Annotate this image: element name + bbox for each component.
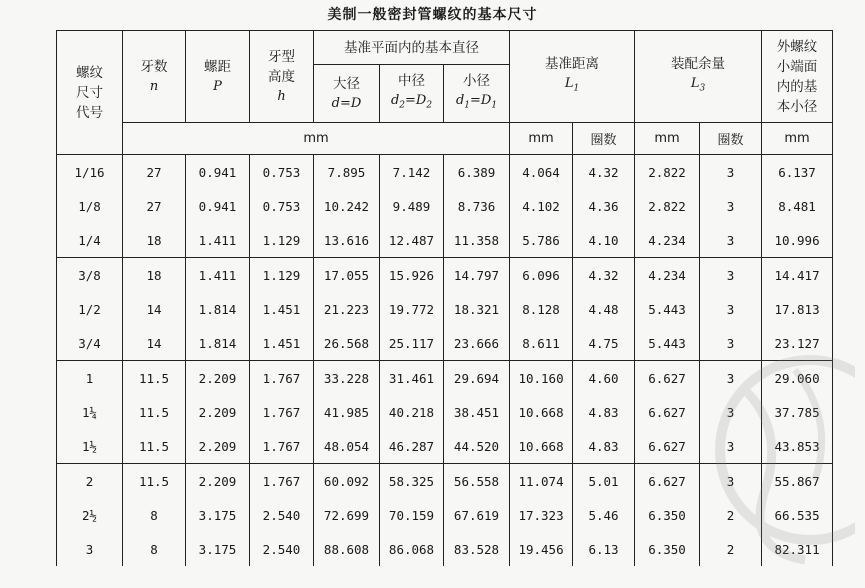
- cell-tpi: 14: [123, 292, 186, 326]
- cell-tpi: 27: [123, 155, 186, 190]
- header-pitch-symbol: P: [213, 78, 222, 94]
- cell-thread-height: 1.451: [250, 292, 314, 326]
- cell-ext-minor-dia: 43.853: [762, 429, 833, 464]
- cell-minor-dia: 56.558: [444, 464, 510, 499]
- header-pitch-dia: [380, 65, 444, 123]
- cell-tpi: 11.5: [123, 361, 186, 396]
- cell-thread-height: 0.753: [250, 155, 314, 190]
- cell-gauge-length-mm: 4.102: [510, 189, 573, 223]
- cell-ext-minor-dia: 82.311: [762, 532, 833, 566]
- table-row: [57, 155, 833, 190]
- cell-tpi: 18: [123, 258, 186, 293]
- cell-minor-dia: 14.797: [444, 258, 510, 293]
- cell-thread-code: 1/2: [57, 292, 123, 326]
- cell-makeup-mm: 2.822: [635, 155, 700, 190]
- cell-pitch: 2.209: [186, 429, 250, 464]
- cell-major-dia: 7.895: [314, 155, 380, 190]
- cell-ext-minor-dia: 37.785: [762, 395, 833, 429]
- header-pitch-dia-label: 中径: [398, 73, 425, 90]
- cell-minor-dia: 29.694: [444, 361, 510, 396]
- header-makeup-symbol: $L_3$: [690, 76, 706, 94]
- cell-thread-height: 1.767: [250, 429, 314, 464]
- cell-makeup-turns: 3: [700, 429, 762, 464]
- header-major-symbol: d=D: [331, 95, 362, 111]
- cell-pitch-dia: 12.487: [380, 223, 444, 258]
- cell-thread-code: 1½: [57, 429, 123, 464]
- cell-minor-dia: 23.666: [444, 326, 510, 361]
- header-ext-minor-line1: 外螺纹: [776, 38, 818, 55]
- cell-minor-dia: 83.528: [444, 532, 510, 566]
- cell-gauge-length-turns: 4.83: [573, 429, 635, 464]
- header-ext-minor-line2: 小端面: [776, 58, 818, 75]
- cell-ext-minor-dia: 55.867: [762, 464, 833, 499]
- header-thread-code-line2: 尺寸: [76, 84, 103, 101]
- cell-makeup-turns: 2: [700, 498, 762, 532]
- cell-major-dia: 60.092: [314, 464, 380, 499]
- cell-pitch-dia: 40.218: [380, 395, 444, 429]
- header-thread-code: [57, 31, 123, 155]
- header-makeup: [635, 31, 762, 123]
- cell-pitch-dia: 46.287: [380, 429, 444, 464]
- cell-major-dia: 10.242: [314, 189, 380, 223]
- cell-pitch: 1.411: [186, 223, 250, 258]
- cell-tpi: 11.5: [123, 464, 186, 499]
- cell-pitch-dia: 86.068: [380, 532, 444, 566]
- cell-thread-code: 3/4: [57, 326, 123, 361]
- cell-pitch-dia: 70.159: [380, 498, 444, 532]
- cell-gauge-length-turns: 4.32: [573, 155, 635, 190]
- cell-major-dia: 26.568: [314, 326, 380, 361]
- cell-tpi: 11.5: [123, 429, 186, 464]
- cell-tpi: 18: [123, 223, 186, 258]
- cell-thread-code: 1/16: [57, 155, 123, 190]
- cell-makeup-mm: 5.443: [635, 326, 700, 361]
- header-ext-minor: [762, 31, 833, 123]
- header-thread-code-line1: 螺纹: [76, 64, 103, 81]
- cell-gauge-length-mm: 10.160: [510, 361, 573, 396]
- header-tpi: [123, 31, 186, 123]
- cell-tpi: 8: [123, 532, 186, 566]
- cell-thread-height: 1.767: [250, 395, 314, 429]
- cell-ext-minor-dia: 17.813: [762, 292, 833, 326]
- cell-major-dia: 13.616: [314, 223, 380, 258]
- page-title: 美制一般密封管螺纹的基本尺寸: [327, 7, 538, 23]
- header-tpi-symbol: n: [149, 78, 159, 94]
- cell-pitch: 0.941: [186, 155, 250, 190]
- cell-major-dia: 48.054: [314, 429, 380, 464]
- cell-makeup-mm: 6.627: [635, 464, 700, 499]
- cell-gauge-length-turns: 4.48: [573, 292, 635, 326]
- table-row: [57, 292, 833, 326]
- cell-thread-height: 2.540: [250, 498, 314, 532]
- cell-thread-code: 3/8: [57, 258, 123, 293]
- cell-minor-dia: 44.520: [444, 429, 510, 464]
- header-gauge-length-symbol: $L_1$: [564, 76, 580, 94]
- cell-minor-dia: 6.389: [444, 155, 510, 190]
- unit-mm-ext-minor: mm: [762, 123, 833, 155]
- cell-ext-minor-dia: 66.535: [762, 498, 833, 532]
- header-basic-diameters: 基准平面内的基本直径: [314, 31, 510, 65]
- cell-gauge-length-turns: 6.13: [573, 532, 635, 566]
- header-minor-label: 小径: [463, 73, 490, 90]
- cell-gauge-length-mm: 8.611: [510, 326, 573, 361]
- cell-major-dia: 72.699: [314, 498, 380, 532]
- cell-gauge-length-mm: 11.074: [510, 464, 573, 499]
- cell-minor-dia: 38.451: [444, 395, 510, 429]
- cell-pitch-dia: 7.142: [380, 155, 444, 190]
- cell-major-dia: 88.608: [314, 532, 380, 566]
- cell-major-dia: 33.228: [314, 361, 380, 396]
- header-tpi-label: 牙数: [140, 58, 168, 75]
- cell-pitch-dia: 15.926: [380, 258, 444, 293]
- cell-ext-minor-dia: 29.060: [762, 361, 833, 396]
- header-thread-code-line3: 代号: [76, 104, 103, 121]
- cell-tpi: 8: [123, 498, 186, 532]
- header-gauge-length: [510, 31, 635, 123]
- cell-tpi: 11.5: [123, 395, 186, 429]
- cell-tpi: 27: [123, 189, 186, 223]
- cell-gauge-length-turns: 4.75: [573, 326, 635, 361]
- header-pitch-label: 螺距: [204, 58, 231, 75]
- cell-thread-height: 1.767: [250, 361, 314, 396]
- cell-gauge-length-turns: 4.83: [573, 395, 635, 429]
- cell-gauge-length-turns: 4.36: [573, 189, 635, 223]
- cell-gauge-length-turns: 4.60: [573, 361, 635, 396]
- cell-minor-dia: 18.321: [444, 292, 510, 326]
- cell-minor-dia: 11.358: [444, 223, 510, 258]
- cell-pitch: 2.209: [186, 395, 250, 429]
- header-minor-symbol: $d_1=D_1$: [455, 93, 498, 111]
- cell-makeup-turns: 3: [700, 155, 762, 190]
- table-row: [57, 223, 833, 258]
- cell-pitch: 3.175: [186, 498, 250, 532]
- cell-thread-height: 2.540: [250, 532, 314, 566]
- unit-turns-gauge: 圈数: [573, 123, 635, 155]
- cell-pitch: 2.209: [186, 361, 250, 396]
- cell-gauge-length-mm: 6.096: [510, 258, 573, 293]
- header-gauge-length-label: 基准距离: [545, 56, 600, 73]
- cell-minor-dia: 8.736: [444, 189, 510, 223]
- cell-makeup-mm: 6.350: [635, 498, 700, 532]
- cell-makeup-mm: 2.822: [635, 189, 700, 223]
- cell-thread-code: 1/4: [57, 223, 123, 258]
- cell-makeup-mm: 6.627: [635, 429, 700, 464]
- header-pitch-dia-symbol: $d_2=D_2$: [390, 93, 433, 111]
- cell-thread-code: 1: [57, 361, 123, 396]
- cell-thread-code: 1¼: [57, 395, 123, 429]
- table-row: [57, 258, 833, 293]
- cell-makeup-mm: 6.627: [635, 395, 700, 429]
- cell-thread-height: 1.129: [250, 223, 314, 258]
- cell-gauge-length-mm: 10.668: [510, 429, 573, 464]
- cell-major-dia: 41.985: [314, 395, 380, 429]
- cell-makeup-turns: 3: [700, 223, 762, 258]
- cell-makeup-mm: 5.443: [635, 292, 700, 326]
- cell-makeup-turns: 3: [700, 361, 762, 396]
- cell-gauge-length-mm: 4.064: [510, 155, 573, 190]
- cell-gauge-length-turns: 4.32: [573, 258, 635, 293]
- cell-gauge-length-turns: 5.46: [573, 498, 635, 532]
- header-makeup-label: 装配余量: [671, 56, 726, 73]
- cell-pitch-dia: 19.772: [380, 292, 444, 326]
- header-minor-dia: [444, 65, 510, 123]
- cell-ext-minor-dia: 10.996: [762, 223, 833, 258]
- cell-ext-minor-dia: 23.127: [762, 326, 833, 361]
- cell-pitch: 1.814: [186, 326, 250, 361]
- cell-makeup-mm: 6.627: [635, 361, 700, 396]
- cell-gauge-length-mm: 19.456: [510, 532, 573, 566]
- cell-pitch-dia: 9.489: [380, 189, 444, 223]
- header-height-line1: 牙型: [268, 48, 295, 65]
- cell-pitch: 1.814: [186, 292, 250, 326]
- cell-tpi: 14: [123, 326, 186, 361]
- header-height-line2: 高度: [268, 68, 295, 85]
- header-major-dia: [314, 65, 380, 123]
- cell-major-dia: 21.223: [314, 292, 380, 326]
- cell-pitch: 2.209: [186, 464, 250, 499]
- cell-minor-dia: 67.619: [444, 498, 510, 532]
- cell-gauge-length-turns: 4.10: [573, 223, 635, 258]
- cell-pitch-dia: 58.325: [380, 464, 444, 499]
- cell-thread-code: 2: [57, 464, 123, 499]
- cell-makeup-mm: 4.234: [635, 258, 700, 293]
- cell-makeup-turns: 3: [700, 189, 762, 223]
- header-ext-minor-line4: 本小径: [776, 98, 818, 115]
- cell-makeup-turns: 3: [700, 464, 762, 499]
- cell-thread-code: 2½: [57, 498, 123, 532]
- cell-thread-code: 1/8: [57, 189, 123, 223]
- cell-makeup-turns: 3: [700, 258, 762, 293]
- cell-thread-height: 1.129: [250, 258, 314, 293]
- cell-thread-height: 1.767: [250, 464, 314, 499]
- header-pitch: [186, 31, 250, 123]
- cell-pitch: 0.941: [186, 189, 250, 223]
- header-ext-minor-line3: 内的基: [776, 78, 818, 95]
- unit-mm-main: mm: [123, 123, 510, 155]
- cell-pitch-dia: 25.117: [380, 326, 444, 361]
- unit-mm-gauge: mm: [510, 123, 573, 155]
- cell-thread-height: 0.753: [250, 189, 314, 223]
- cell-makeup-turns: 3: [700, 292, 762, 326]
- cell-makeup-turns: 2: [700, 532, 762, 566]
- cell-makeup-mm: 6.350: [635, 532, 700, 566]
- cell-makeup-turns: 3: [700, 326, 762, 361]
- header-major-label: 大径: [333, 75, 360, 92]
- cell-pitch-dia: 31.461: [380, 361, 444, 396]
- cell-gauge-length-mm: 8.128: [510, 292, 573, 326]
- header-height-symbol: h: [277, 88, 286, 104]
- cell-pitch: 1.411: [186, 258, 250, 293]
- cell-makeup-turns: 3: [700, 395, 762, 429]
- cell-gauge-length-mm: 17.323: [510, 498, 573, 532]
- table-row: [57, 189, 833, 223]
- cell-gauge-length-turns: 5.01: [573, 464, 635, 499]
- cell-ext-minor-dia: 8.481: [762, 189, 833, 223]
- unit-mm-makeup: mm: [635, 123, 700, 155]
- cell-thread-code: 3: [57, 532, 123, 566]
- cell-gauge-length-mm: 5.786: [510, 223, 573, 258]
- unit-turns-makeup: 圈数: [700, 123, 762, 155]
- cell-thread-height: 1.451: [250, 326, 314, 361]
- cell-major-dia: 17.055: [314, 258, 380, 293]
- cell-ext-minor-dia: 14.417: [762, 258, 833, 293]
- watermark-stamp: [715, 330, 855, 580]
- cell-pitch: 3.175: [186, 532, 250, 566]
- cell-ext-minor-dia: 6.137: [762, 155, 833, 190]
- cell-gauge-length-mm: 10.668: [510, 395, 573, 429]
- cell-makeup-mm: 4.234: [635, 223, 700, 258]
- header-thread-height: [250, 31, 314, 123]
